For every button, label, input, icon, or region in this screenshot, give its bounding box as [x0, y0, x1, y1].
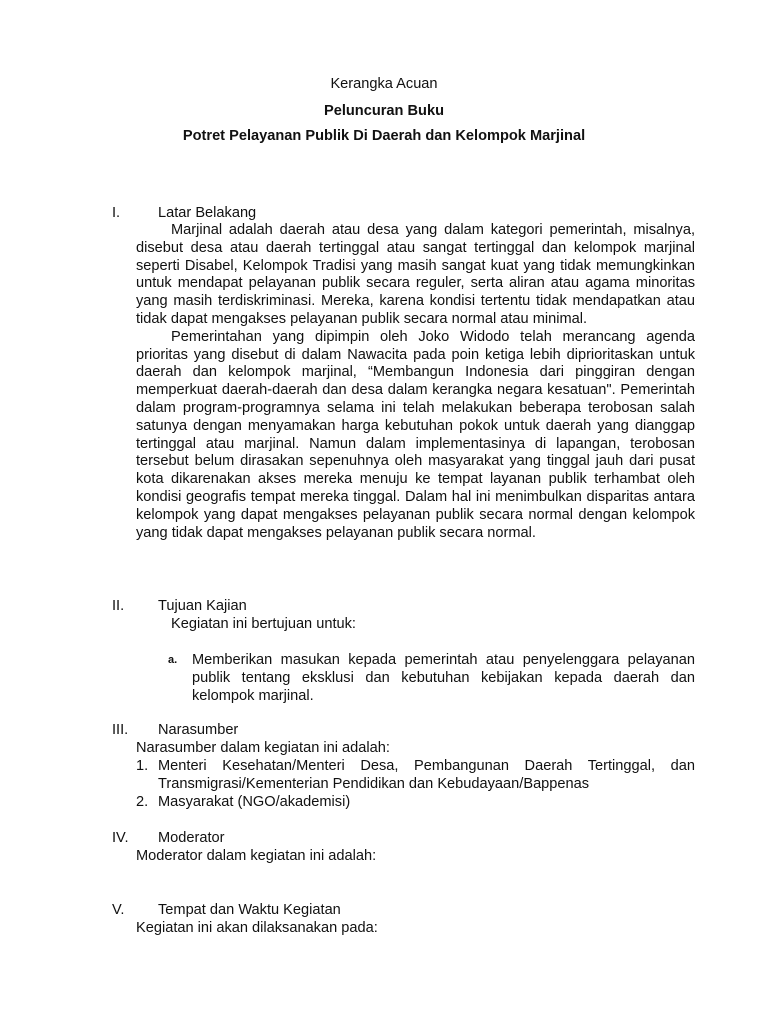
section-number: II.	[112, 598, 125, 614]
section-number: V.	[112, 902, 125, 918]
section-heading-tempat-waktu	[112, 902, 712, 920]
paragraph: Marjinal adalah daerah atau desa yang dalam kategori pemerintah, misalnya, disebut desa atau daerah tertinggal atau sangat tertinggal dan kelompok marjinal seperti Disabel, Kelompok Tradisi yang masih sangat kuat yang tidak memungkinkan untuk mendapat pelayanan publik secara reguler, serta aliran atau agama minoritas yang masih terdiskriminasi. Mereka, karena kondisi tertentu tidak mendapatkan atau tidak dapat mengakses pelayanan publik secara normal atau minimal.	[136, 222, 695, 327]
section-heading-tujuan-kajian	[112, 598, 712, 616]
section-title: Moderator	[158, 830, 225, 846]
section-title: Tempat dan Waktu Kegiatan	[158, 902, 341, 918]
section-body-latar-belakang	[136, 222, 695, 542]
document-subtitle: Peluncuran Buku	[323, 103, 444, 119]
section-heading-latar-belakang	[112, 205, 712, 223]
section-intro: Moderator dalam kegiatan ini adalah:	[136, 848, 377, 864]
paragraph: Pemerintahan yang dipimpin oleh Joko Widodo telah merancang agenda prioritas yang disebut di dalam Nawacita pada poin ketiga lebih diprioritaskan untuk daerah dan kelompok marjinal, “Membangun Indonesia dari pinggiran dengan memperkuat daerah-daerah dan desa dalam kerangka negara kesatuan". Pemerintah dalam program-programnya selama ini telah melakukan beberapa terobosan salah satunya dengan menyamakan harga kebutuhan pokok untuk daerah yang dianggap tertinggal atau marjinal. Namun dalam implementasinya di lapangan, terobosan tersebut belum dirasakan sepenuhnya oleh masyarakat yang tinggal jauh dari pusat kota dikarenakan akses mereka menuju ke tempat layanan publik terhambat oleh kondisi geografis tempat mereka tinggal. Dalam hal ini menimbulkan disparitas antara kelompok yang dapat mengakses pelayanan publik secara normal dengan kelompok yang tidak dapat mengakses pelayanan publik secara normal.	[136, 328, 695, 541]
book-title: Potret Pelayanan Publik Di Daerah dan Kelompok Marjinal	[182, 128, 586, 144]
list-item-text: Menteri Kesehatan/Menteri Desa, Pembangunan Daerah Tertinggal, dan Transmigrasi/Kementerian Pendidikan dan Kebudayaan/Bappenas	[158, 758, 695, 792]
document-title: Kerangka Acuan	[330, 76, 438, 92]
section-title: Narasumber	[158, 722, 239, 738]
section-title: Latar Belakang	[158, 205, 257, 221]
section-number: III.	[112, 722, 129, 738]
section-heading-narasumber	[112, 722, 712, 740]
list-marker: 2.	[136, 794, 149, 810]
section-intro: Kegiatan ini bertujuan untuk:	[171, 616, 356, 632]
list-marker: a.	[168, 654, 178, 666]
section-intro: Narasumber dalam kegiatan ini adalah:	[136, 740, 390, 756]
section-intro: Kegiatan ini akan dilaksanakan pada:	[136, 920, 378, 936]
section-title: Tujuan Kajian	[158, 598, 247, 614]
list-marker: 1.	[136, 758, 149, 774]
section-number: IV.	[112, 830, 129, 846]
list-item-text: Memberikan masukan kepada pemerintah atau penyelenggara pelayanan publik tentang eksklusi dan kebutuhan kebijakan kepada daerah dan kelompok marjinal.	[192, 652, 695, 704]
section-number: I.	[112, 205, 121, 221]
list-item-text: Masyarakat (NGO/akademisi)	[158, 794, 351, 810]
section-heading-moderator	[112, 830, 712, 848]
